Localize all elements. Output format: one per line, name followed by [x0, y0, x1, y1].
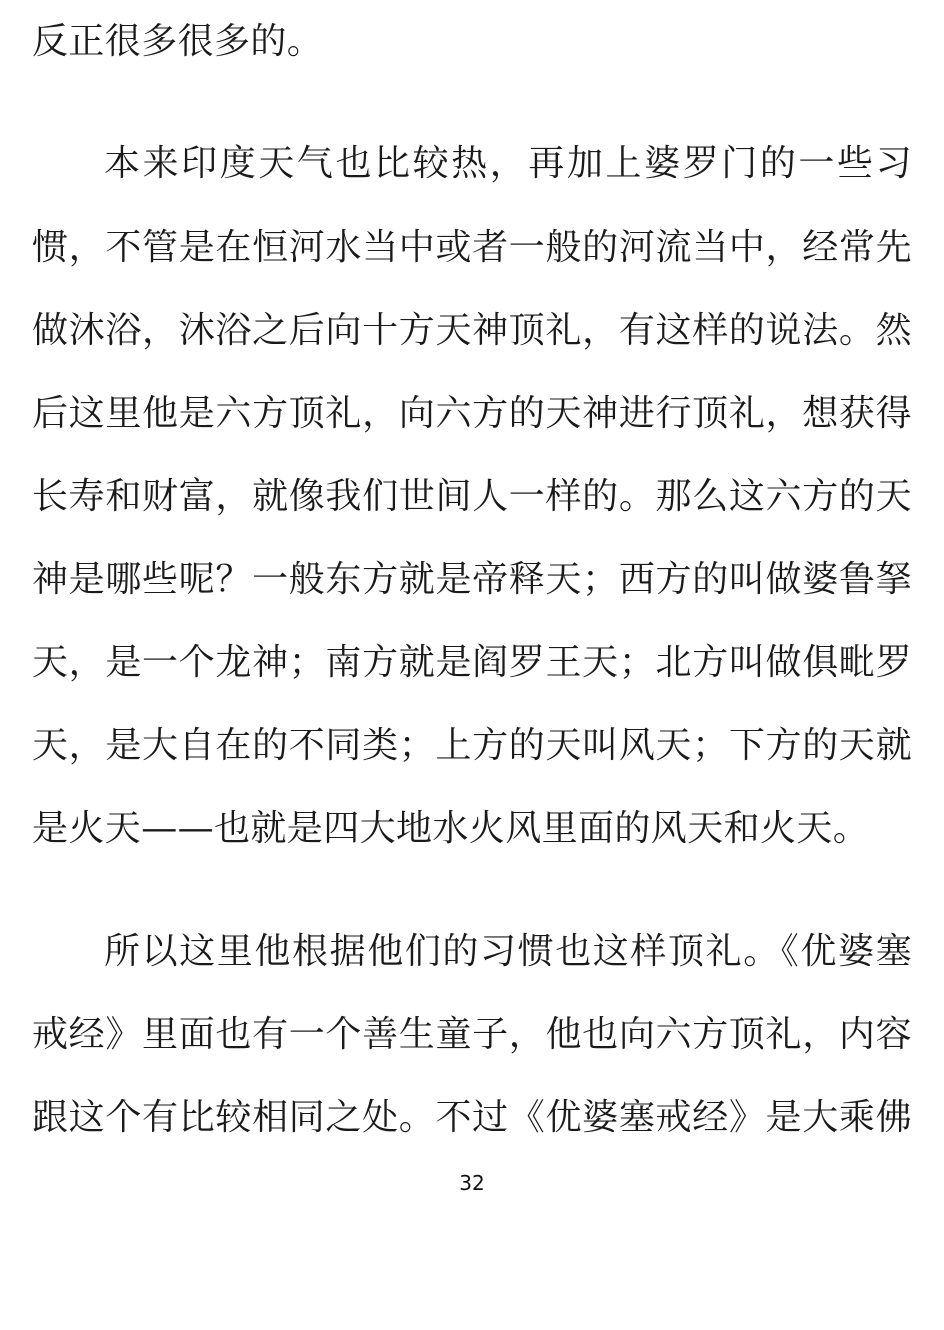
paragraph-2-line-2: 惯，不管是在恒河水当中或者一般的河流当中，经常先	[32, 227, 912, 268]
paragraph-3-line-3: 跟这个有比较相同之处。不过《优婆塞戒经》是大乘佛	[32, 1097, 912, 1138]
paragraph-2-line-6: 神是哪些呢？一般东方就是帝释天；西方的叫做婆鲁拏	[32, 559, 912, 600]
paragraph-2-line-7: 天，是一个龙神；南方就是阎罗王天；北方叫做俱毗罗	[32, 642, 912, 683]
paragraph-2-line-8: 天，是大自在的不同类；上方的天叫风天；下方的天就	[32, 725, 912, 766]
paragraph-1-line-1: 反正很多很多的。	[32, 21, 324, 62]
page-number: 32	[459, 1171, 485, 1195]
paragraph-2-line-5: 长寿和财富，就像我们世间人一样的。那么这六方的天	[32, 476, 912, 517]
paragraph-2-line-4: 后这里他是六方顶礼，向六方的天神进行顶礼，想获得	[32, 393, 912, 434]
paragraph-3-line-2: 戒经》里面也有一个善生童子，他也向六方顶礼，内容	[32, 1014, 912, 1055]
paragraph-2-line-1: 本来印度天气也比较热，再加上婆罗门的一些习	[104, 143, 912, 184]
paragraph-2-line-9: 是火天——也就是四大地水火风里面的风天和火天。	[32, 808, 870, 849]
paragraph-2-line-3: 做沐浴，沐浴之后向十方天神顶礼，有这样的说法。然	[32, 310, 912, 351]
paragraph-3-line-1: 所以这里他根据他们的习惯也这样顶礼。《优婆塞	[104, 931, 912, 972]
